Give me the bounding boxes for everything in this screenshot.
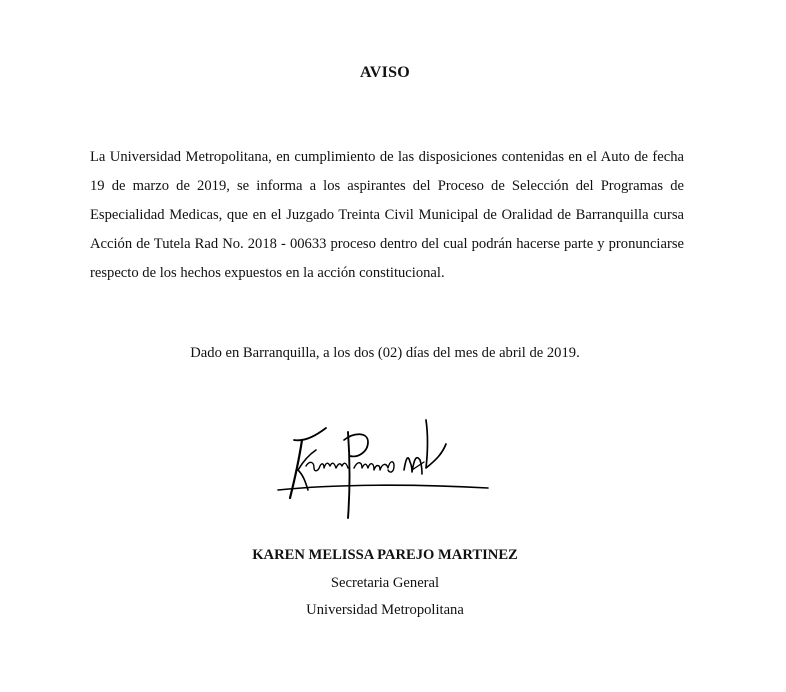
document-title: AVISO [359,64,411,81]
dated-line: Dado en Barranquilla, a los dos (02) días del mes de abril de 2019. [190,345,580,361]
signer-role: Secretaria General [330,575,440,591]
signer-organization: Universidad Metropolitana [306,602,464,618]
signer-name: KAREN MELISSA PAREJO MARTINEZ [252,547,518,563]
handwritten-signature [276,410,492,520]
notice-body: La Universidad Metropolitana, en cumplimiento de las disposiciones contenidas en el Auto de fecha 19 de marzo de 2019, se informa a los aspirantes del Proceso de Selección del Programas de Especialidad Medicas, que en el Juzgado Treinta Civil Municipal de Oralidad de Barranquilla cursa Acción de Tutela Rad No. 2018 - 00633 proceso dentro del cual podrán hacerse parte y pronunciarse respecto de los hechos expuestos en la acción constitucional. [90,149,684,281]
